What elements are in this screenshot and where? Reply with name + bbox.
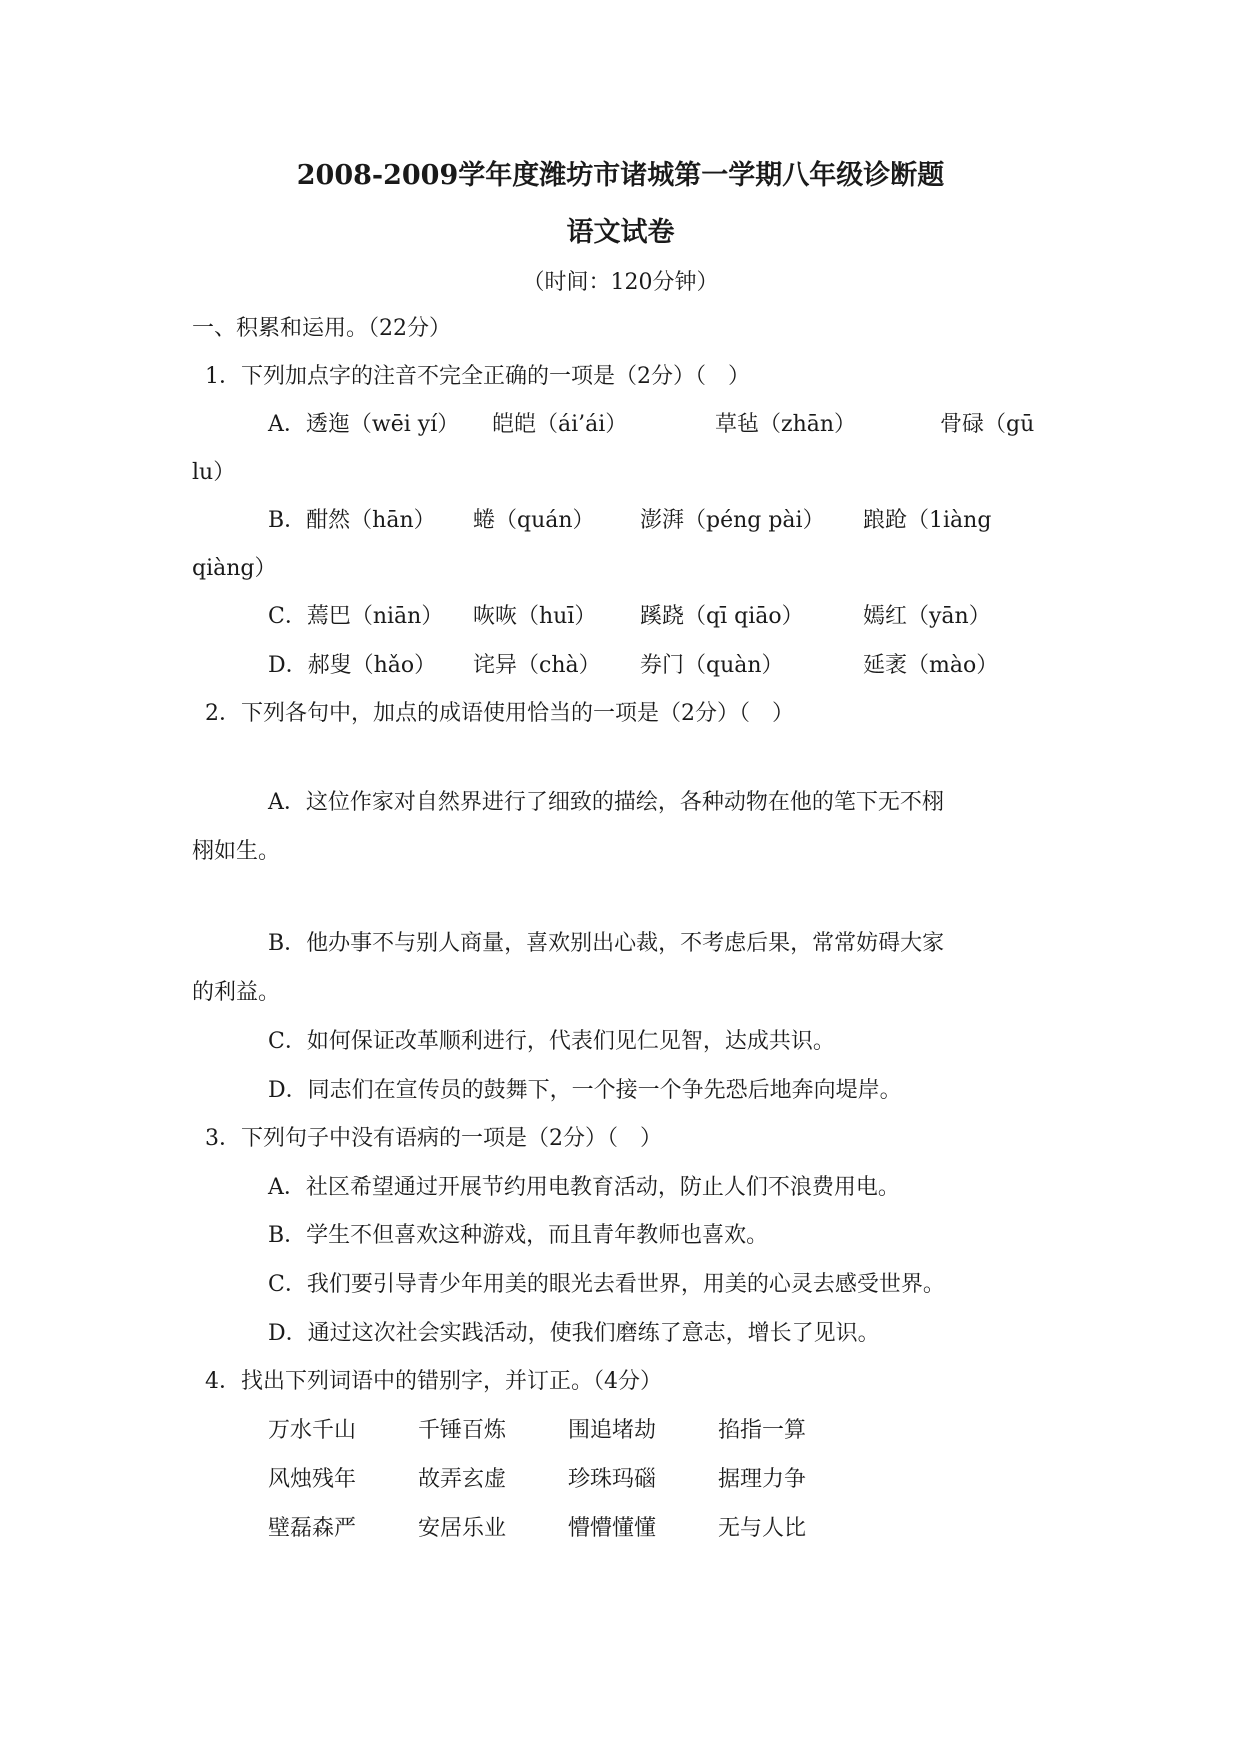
q1-option-c-c: 蹊跷（qī qiāo） — [640, 604, 804, 629]
q2-option-d: D．同志们在宣传员的鼓舞下，一个接一个争先恐后地奔向堤岸。 — [268, 1078, 902, 1103]
exam-time: （时间：120分钟） — [522, 270, 719, 295]
q3-option-a: A．社区希望通过开展节约用电教育活动，防止人们不浪费用电。 — [268, 1175, 900, 1200]
q4-word: 无与人比 — [718, 1516, 807, 1541]
q2-option-a-line1: A．这位作家对自然界进行了细致的描绘，各种动物在他的笔下无不栩 — [268, 790, 944, 815]
q2-stem: 2．下列各句中，加点的成语使用恰当的一项是（2分）（ ） — [205, 701, 794, 726]
q1-option-a-cont: lu） — [192, 460, 236, 485]
q1-option-d: D．郝叟（hǎo） — [268, 653, 437, 678]
q4-word: 围追堵劫 — [568, 1418, 657, 1443]
q1-stem: 1．下列加点字的注音不完全正确的一项是（2分）（ ） — [205, 364, 750, 389]
q3-option-d: D．通过这次社会实践活动，使我们磨练了意志，增长了见识。 — [268, 1321, 880, 1346]
section-heading: 一、积累和运用。（22分） — [192, 316, 451, 341]
q1-option-b: B．酣然（hān） — [268, 508, 436, 533]
q2-option-a-line2: 栩如生。 — [192, 839, 281, 864]
q2-option-c: C．如何保证改革顺利进行，代表们见仁见智，达成共识。 — [268, 1029, 835, 1054]
q3-option-b: B．学生不但喜欢这种游戏，而且青年教师也喜欢。 — [268, 1223, 769, 1248]
q2-option-b-line1: B．他办事不与别人商量，喜欢别出心裁，不考虑后果，常常妨碍大家 — [268, 931, 945, 956]
q4-stem: 4．找出下列词语中的错别字，并订正。（4分） — [205, 1369, 662, 1394]
q1-option-a-c: 草毡（zhān） — [715, 412, 857, 437]
q1-option-b-b: 蜷（quán） — [473, 508, 595, 533]
q4-word: 万水千山 — [268, 1418, 357, 1443]
q1-option-b-c: 澎湃（péng pài） — [640, 508, 825, 533]
q3-option-c: C．我们要引导青少年用美的眼光去看世界，用美的心灵去感受世界。 — [268, 1272, 945, 1297]
q1-option-d-b: 诧异（chà） — [473, 653, 601, 678]
q1-option-c-d: 嫣红（yān） — [863, 604, 991, 629]
q1-option-d-d: 延袤（mào） — [863, 653, 999, 678]
q4-word: 据理力争 — [718, 1467, 807, 1492]
q1-option-c: C．蔫巴（niān） — [268, 604, 444, 629]
q1-option-b-cont: qiàng） — [192, 556, 277, 581]
q1-option-b-d: 踉跄（1iàng — [863, 508, 992, 533]
q1-option-a-b: 皑皑（ái’ái） — [492, 412, 628, 437]
q1-option-c-b: 咴咴（huī） — [473, 604, 597, 629]
q4-word: 掐指一算 — [718, 1418, 807, 1443]
q4-word: 珍珠玛碯 — [568, 1467, 657, 1492]
q4-word: 懵懵懂懂 — [568, 1516, 657, 1541]
q2-option-b-line2: 的利益。 — [192, 980, 281, 1005]
q3-stem: 3．下列句子中没有语病的一项是（2分）（ ） — [205, 1126, 662, 1151]
exam-title: 2008-2009学年度潍坊市诸城第一学期八年级诊断题 — [296, 160, 945, 191]
q1-option-a: A．透迤（wēi yí） — [268, 412, 460, 437]
q4-word: 壁磊森严 — [268, 1516, 357, 1541]
q1-option-d-c: 券门（quàn） — [640, 653, 784, 678]
q4-word: 故弄玄虚 — [418, 1467, 507, 1492]
q4-word: 风烛残年 — [268, 1467, 357, 1492]
exam-subtitle: 语文试卷 — [566, 217, 675, 248]
q4-word: 千锤百炼 — [418, 1418, 507, 1443]
q4-word: 安居乐业 — [418, 1516, 507, 1541]
q1-option-a-d: 骨碌（gū — [940, 412, 1035, 437]
